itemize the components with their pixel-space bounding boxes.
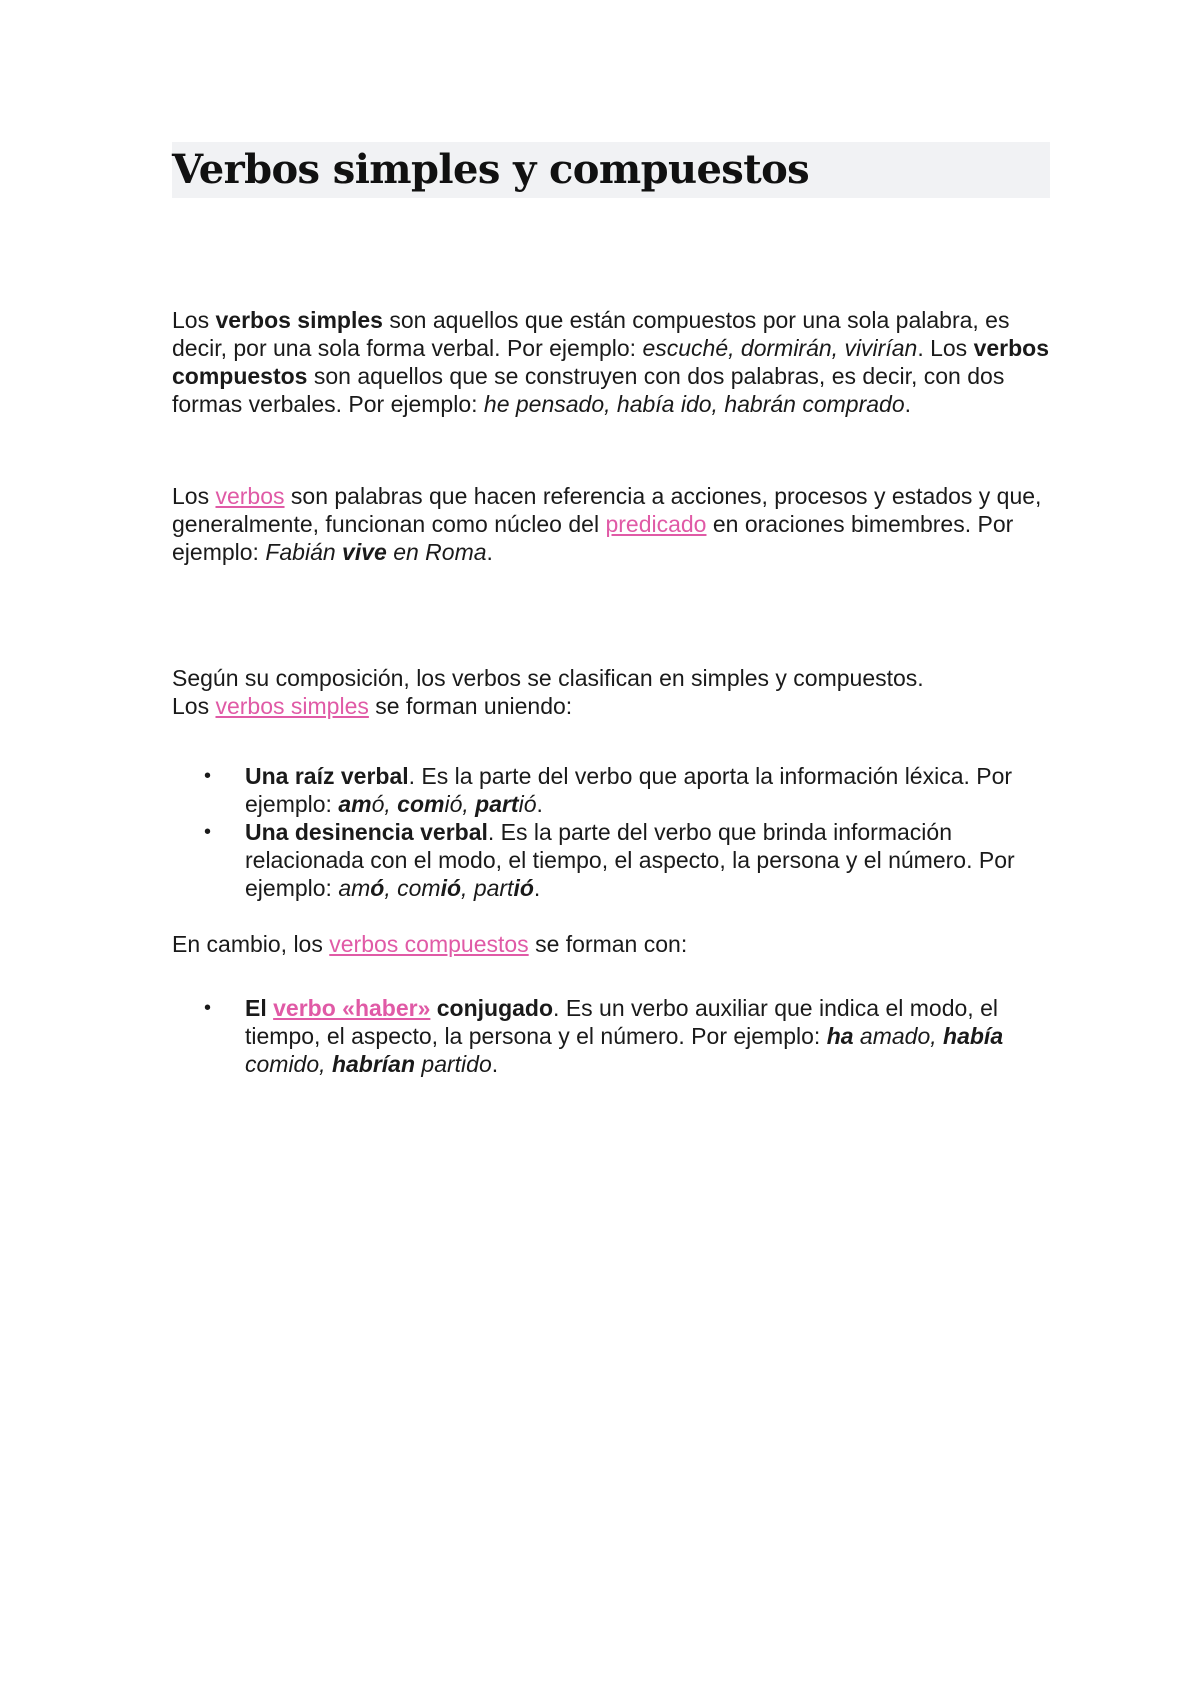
text: En cambio, los bbox=[172, 931, 330, 957]
paragraph-definitions bbox=[172, 306, 1052, 418]
paragraph-classification bbox=[172, 664, 1052, 720]
paragraph-compound bbox=[172, 930, 1052, 958]
text: . bbox=[904, 391, 912, 417]
text: . bbox=[486, 539, 493, 565]
example-compound-verbs: he pensado, había ido, habrán comprado bbox=[483, 391, 905, 417]
example-participle: comido, bbox=[245, 1051, 332, 1077]
bullet-icon: • bbox=[204, 997, 212, 1019]
text: son aquellos que se construyen con dos palabras, es decir, con dos formas verbales. Por ejemplo: bbox=[172, 363, 1005, 417]
link-predicado[interactable]: predicado bbox=[605, 511, 707, 537]
example-auxiliary: ha bbox=[826, 1023, 854, 1049]
bold-term: El bbox=[245, 995, 274, 1021]
example-ending: ió bbox=[440, 875, 462, 901]
list-item-raiz-verbal: • Una raíz verbal. Es la parte del verbo que aporta la información léxica. Por ejemplo: amó, comió, partió. bbox=[204, 763, 1013, 817]
bold-term: conjugado bbox=[430, 995, 554, 1021]
text: . Es la parte del verbo que brinda información relacionada con el modo, el tiempo, el aspecto, la persona y el número. Por ejemplo: bbox=[245, 819, 1015, 901]
example-root: part bbox=[475, 791, 519, 817]
text: . bbox=[533, 875, 541, 901]
text: se forman con: bbox=[528, 931, 688, 957]
text: son palabras que hacen referencia a acciones, procesos y estados y que, generalmente, funcionan como núcleo del bbox=[172, 483, 1042, 537]
text: se forman uniendo: bbox=[368, 693, 573, 719]
example-auxiliary: habrían bbox=[331, 1051, 416, 1077]
example-root: com bbox=[397, 791, 445, 817]
bold-term-verbos-compuestos: verbos compuestos bbox=[172, 335, 1050, 389]
page-title: Verbos simples y compuestos bbox=[172, 146, 810, 193]
list-item-desinencia-verbal: • Una desinencia verbal. Es la parte del verbo que brinda información relacionada con el modo, el tiempo, el aspecto, la persona y el número. Por ejemplo: amó, comió, partió. bbox=[204, 819, 1015, 901]
example-simple-verbs: escuché, dormirán, vivirían bbox=[642, 335, 918, 361]
link-verbos-simples[interactable]: verbos simples bbox=[215, 693, 369, 719]
bullet-icon: • bbox=[204, 765, 212, 787]
example-auxiliary: había bbox=[943, 1023, 1004, 1049]
example-ending: ó bbox=[370, 875, 385, 901]
list-item-verbo-haber bbox=[172, 994, 1052, 1078]
example-participle: amado, bbox=[853, 1023, 944, 1049]
example-root: am bbox=[338, 791, 372, 817]
bold-term: Una desinencia verbal bbox=[245, 819, 488, 845]
bold-term-verbos-simples: verbos simples bbox=[215, 307, 383, 333]
link-verbos[interactable]: verbos bbox=[215, 483, 285, 509]
text: . Los bbox=[917, 335, 974, 361]
link-verbos-compuestos[interactable]: verbos compuestos bbox=[329, 931, 529, 957]
example-verb: vive bbox=[342, 539, 387, 565]
example-root: com bbox=[397, 875, 441, 901]
text: son aquellos que están compuestos por una sola palabra, es decir, por una sola forma verbal. Por ejemplo: bbox=[172, 307, 1010, 361]
text: . bbox=[491, 1051, 499, 1077]
text: Los bbox=[172, 483, 216, 509]
list-compound-verb-parts bbox=[172, 994, 1052, 1078]
link-verbo-haber[interactable]: verbo «haber» bbox=[273, 995, 431, 1021]
text: . Es un verbo auxiliar que indica el modo, el tiempo, el aspecto, la persona y el número. Por ejemplo: bbox=[245, 995, 998, 1049]
example-text: Fabián bbox=[265, 539, 343, 565]
bold-term: Una raíz verbal bbox=[245, 763, 409, 789]
example-participle: partido bbox=[415, 1051, 492, 1077]
text: Los bbox=[172, 307, 216, 333]
example-text: en Roma bbox=[386, 539, 487, 565]
example-ending: ió bbox=[444, 791, 463, 817]
text: . bbox=[536, 791, 543, 817]
example-ending: ió bbox=[513, 875, 534, 901]
paragraph-verbs bbox=[172, 482, 1052, 566]
classification-sentence: Según su composición, los verbos se clasifican en simples y compuestos. bbox=[172, 665, 924, 691]
bullet-icon: • bbox=[204, 821, 212, 843]
text: en oraciones bimembres. Por ejemplo: bbox=[172, 511, 1014, 565]
example-ending: ó bbox=[371, 791, 385, 817]
text: Los bbox=[172, 693, 216, 719]
list-simple-verb-parts bbox=[172, 762, 1052, 902]
example-root: part bbox=[473, 875, 514, 901]
example-ending: ió bbox=[518, 791, 537, 817]
example-root: am bbox=[338, 875, 371, 901]
text: . Es la parte del verbo que aporta la información léxica. Por ejemplo: bbox=[245, 763, 1013, 817]
